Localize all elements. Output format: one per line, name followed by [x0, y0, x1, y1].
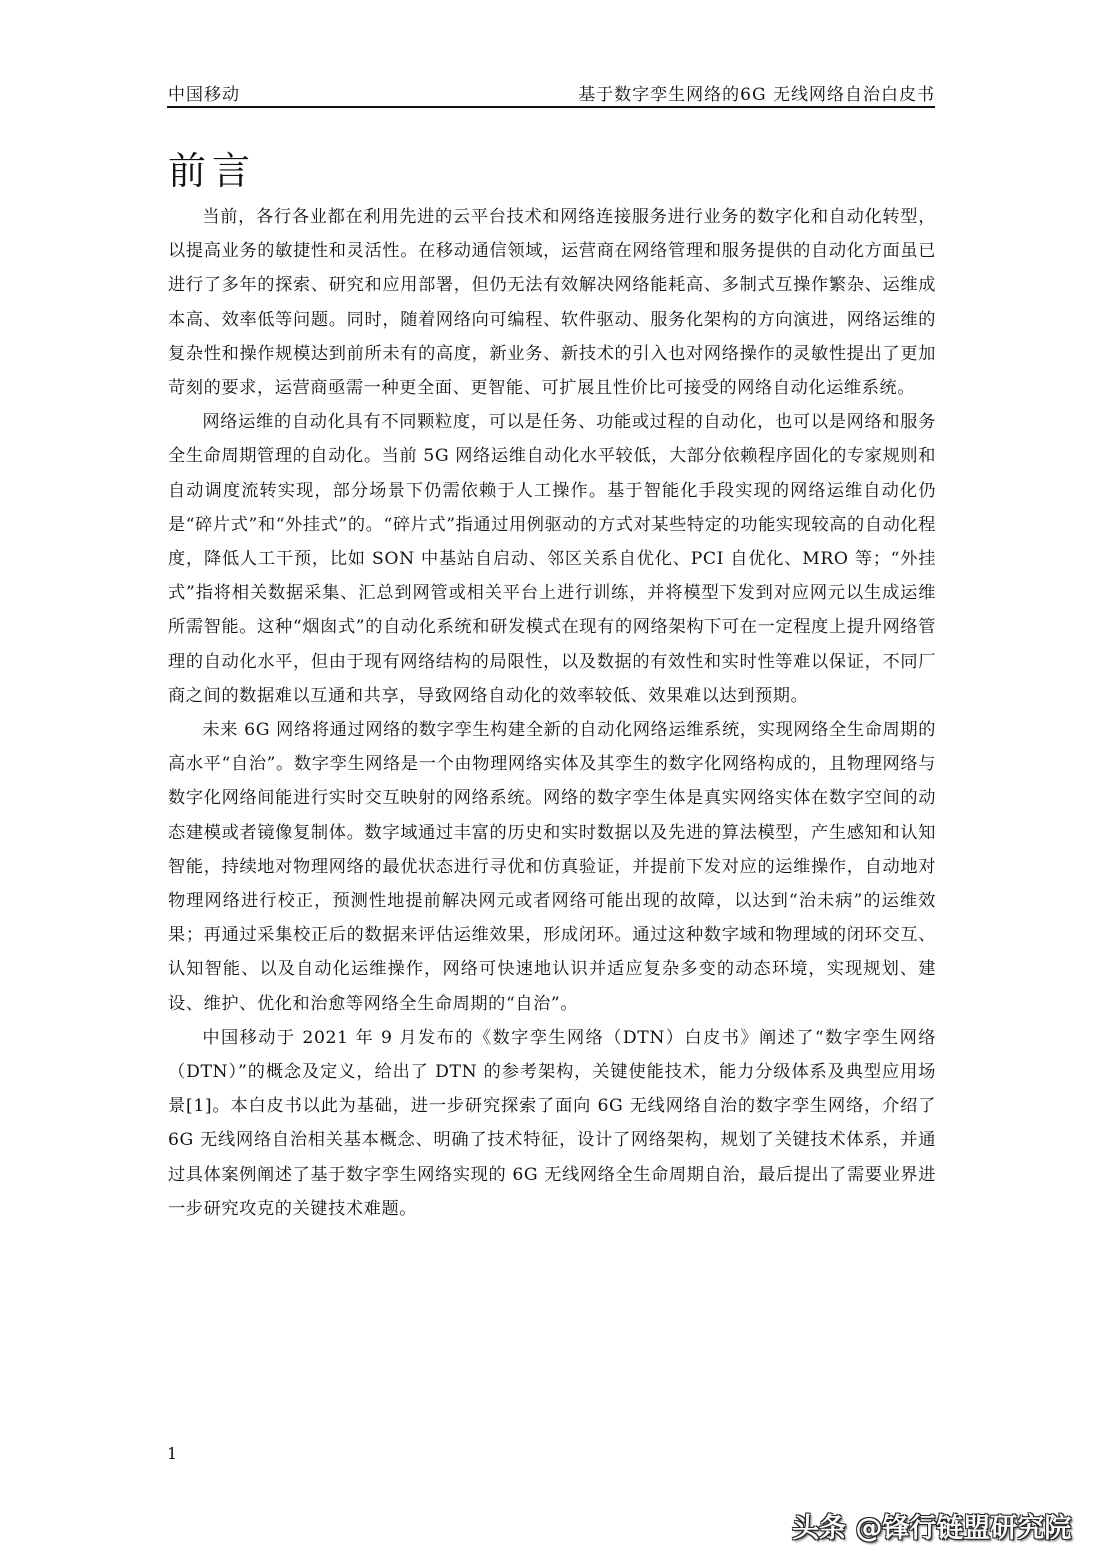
paragraph-3: 未来 6G 网络将通过网络的数字孪生构建全新的自动化网络运维系统，实现网络全生命周期的高水平“自治”。数字孪生网络是一个由物理网络实体及其孪生的数字化网络构成的，且物理网络与数字化网络间能进行实时交互映射的网络系统。网络的数字孪生体是真实网络实体在数字空间的动态建模或者镜像复制体。数字域通过丰富的历史和实时数据以及先进的算法模型，产生感知和认知智能，持续地对物理网络的最优状态进行寻优和仿真验证，并提前下发对应的运维操作，自动地对物理网络进行校正，预测性地提前解决网元或者网络可能出现的故障，以达到“治未病”的运维效果；再通过采集校正后的数据来评估运维效果，形成闭环。通过这种数字域和物理域的闭环交互、认知智能、以及自动化运维操作，网络可快速地认识并适应复杂多变的动态环境，实现规划、建设、维护、优化和治愈等网络全生命周期的“自治”。: [168, 720, 936, 1014]
paragraph-2: 网络运维的自动化具有不同颗粒度，可以是任务、功能或过程的自动化，也可以是网络和服务全生命周期管理的自动化。当前 5G 网络运维自动化水平较低，大部分依赖程序固化的专家规则和自动调度流转实现，部分场景下仍需依赖于人工操作。基于智能化手段实现的网络运维自动化仍是“碎片式”和“外挂式”的。“碎片式”指通过用例驱动的方式对某些特定的功能实现较高的自动化程度，降低人工干预，比如 SON 中基站自启动、邻区关系自优化、PCI 自优化、MRO 等；“外挂式”指将相关数据采集、汇总到网管或相关平台上进行训练，并将模型下发到对应网元以生成运维所需智能。这种“烟囱式”的自动化系统和研发模式在现有的网络架构下可在一定程度上提升网络管理的自动化水平，但由于现有网络结构的局限性，以及数据的有效性和实时性等难以保证，不同厂商之间的数据难以互通和共享，导致网络自动化的效率较低、效果难以达到预期。: [168, 412, 936, 706]
paragraph-4: 中国移动于 2021 年 9 月发布的《数字孪生网络（DTN）白皮书》阐述了“数字孪生网络（DTN）”的概念及定义，给出了 DTN 的参考架构，关键使能技术，能力分级体系及典型应用场景[1]。本白皮书以此为基础，进一步研究探索了面向 6G 无线网络自治的数字孪生网络，介绍了 6G 无线网络自治相关基本概念、明确了技术特征，设计了网络架构，规划了关键技术体系，并通过具体案例阐述了基于数字孪生网络实现的 6G 无线网络全生命周期自治，最后提出了需要业界进一步研究攻克的关键技术难题。: [168, 1027, 936, 1219]
paragraph-1: 当前，各行各业都在利用先进的云平台技术和网络连接服务进行业务的数字化和自动化转型，以提高业务的敏捷性和灵活性。在移动通信领域，运营商在网络管理和服务提供的自动化方面虽已进行了多年的探索、研究和应用部署，但仍无法有效解决网络能耗高、多制式互操作繁杂、运维成本高、效率低等问题。同时，随着网络向可编程、软件驱动、服务化架构的方向演进，网络运维的复杂性和操作规模达到前所未有的高度，新业务、新技术的引入也对网络操作的灵敏性提出了更加苛刻的要求，运营商亟需一种更全面、更智能、可扩展且性价比可接受的网络自动化运维系统。: [168, 207, 936, 399]
page-header: [167, 78, 935, 108]
page-number: 1: [167, 1444, 178, 1463]
header-organization: 中国移动: [168, 85, 240, 105]
header-document-title: 基于数字孪生网络的6G 无线网络自治白皮书: [578, 85, 935, 105]
watermark: 头条 @锋行链盟研究院: [792, 1513, 1072, 1544]
body-text: [168, 200, 936, 1226]
page-title: 前言: [168, 149, 257, 193]
